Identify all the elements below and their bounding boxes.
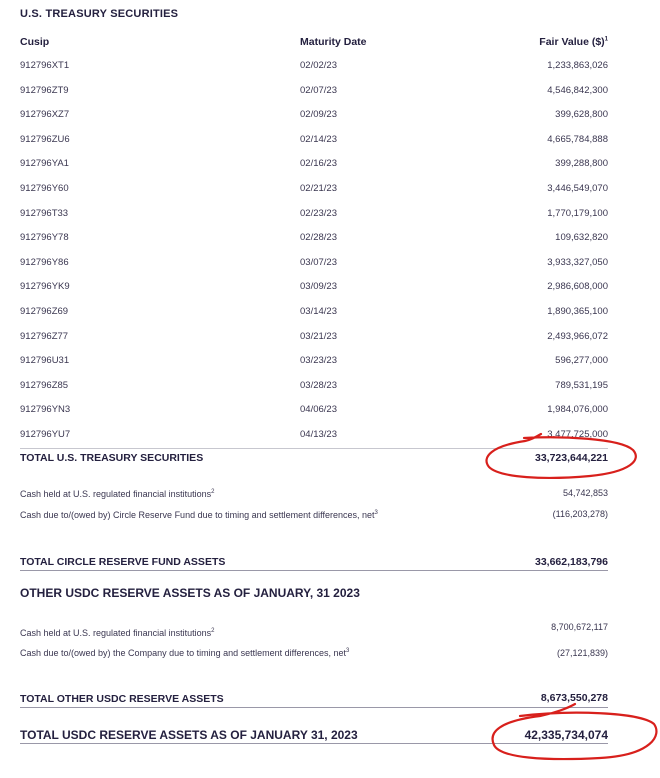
other-item-1-value: 8,700,672,117 <box>551 622 608 632</box>
row-fair-value: 1,890,365,100 <box>547 306 608 317</box>
total-fund-label: TOTAL CIRCLE RESERVE FUND ASSETS <box>20 556 226 568</box>
row-fair-value: 3,477,725,000 <box>547 429 608 440</box>
row-cusip: 912796YN3 <box>20 404 71 415</box>
fund-item-1-value: 54,742,853 <box>562 488 608 498</box>
row-cusip: 912796ZT9 <box>20 85 69 96</box>
fund-item-2 <box>20 510 378 520</box>
other-item-2-value: (27,121,839) <box>556 648 608 658</box>
row-maturity-date: 03/23/23 <box>300 355 337 366</box>
header-fair-value-note: 1 <box>604 36 608 43</box>
total-fund-value: 33,662,183,796 <box>535 556 608 568</box>
row-maturity-date: 03/28/23 <box>300 380 337 391</box>
row-maturity-date: 02/28/23 <box>300 232 337 243</box>
row-cusip: 912796U31 <box>20 355 70 366</box>
row-maturity-date: 02/02/23 <box>300 60 337 71</box>
row-maturity-date: 03/07/23 <box>300 257 337 268</box>
row-cusip: 912796YU7 <box>20 429 71 440</box>
row-cusip: 912796Y78 <box>20 232 69 243</box>
section-title: U.S. TREASURY SECURITIES <box>20 8 179 20</box>
total-treasury-label: TOTAL U.S. TREASURY SECURITIES <box>20 452 204 464</box>
row-maturity-date: 03/09/23 <box>300 281 337 292</box>
row-fair-value: 789,531,195 <box>555 380 608 391</box>
row-fair-value: 109,632,820 <box>555 232 608 243</box>
header-maturity-date: Maturity Date <box>300 36 367 48</box>
row-maturity-date: 04/06/23 <box>300 404 337 415</box>
row-cusip: 912796XT1 <box>20 60 70 71</box>
row-cusip: 912796YK9 <box>20 281 70 292</box>
fund-item-2-label: Cash due to/(owed by) Circle Reserve Fund due to timing and settlement differences, net <box>20 510 375 520</box>
row-fair-value: 1,984,076,000 <box>547 404 608 415</box>
row-cusip: 912796Y86 <box>20 257 69 268</box>
row-fair-value: 2,493,966,072 <box>547 331 608 342</box>
other-section-title: OTHER USDC RESERVE ASSETS AS OF JANUARY, 31 2023 <box>20 586 360 600</box>
header-fair-value <box>539 36 608 48</box>
row-maturity-date: 04/13/23 <box>300 429 337 440</box>
row-maturity-date: 03/14/23 <box>300 306 337 317</box>
row-fair-value: 1,770,179,100 <box>547 208 608 219</box>
row-cusip: 912796Z77 <box>20 331 69 342</box>
header-cusip: Cusip <box>20 36 50 48</box>
row-fair-value: 399,628,800 <box>555 109 608 120</box>
row-maturity-date: 02/14/23 <box>300 134 337 145</box>
fund-item-2-note: 3 <box>374 510 378 516</box>
other-item-2 <box>20 648 349 658</box>
row-fair-value: 399,288,800 <box>555 158 608 169</box>
row-fair-value: 3,933,327,050 <box>547 257 608 268</box>
row-cusip: 912796Z85 <box>20 380 69 391</box>
fund-item-2-value: (116,203,278) <box>552 509 608 519</box>
other-item-1-note: 2 <box>211 628 215 634</box>
row-maturity-date: 02/09/23 <box>300 109 337 120</box>
total-other-rule <box>20 707 608 708</box>
header-fair-value-label: Fair Value ($) <box>539 36 605 48</box>
row-cusip: 912796YA1 <box>20 158 69 169</box>
row-fair-value: 1,233,863,026 <box>547 60 608 71</box>
total-usdc-rule <box>20 743 608 744</box>
other-item-2-note: 3 <box>346 648 350 654</box>
row-maturity-date: 02/21/23 <box>300 183 337 194</box>
row-fair-value: 596,277,000 <box>555 355 608 366</box>
row-fair-value: 2,986,608,000 <box>547 281 608 292</box>
row-cusip: 912796ZU6 <box>20 134 70 145</box>
row-cusip: 912796XZ7 <box>20 109 70 120</box>
row-fair-value: 4,546,842,300 <box>547 85 608 96</box>
row-maturity-date: 02/23/23 <box>300 208 337 219</box>
row-fair-value: 4,665,784,888 <box>547 134 608 145</box>
row-cusip: 912796T33 <box>20 208 69 219</box>
fund-item-1 <box>20 489 214 499</box>
row-maturity-date: 03/21/23 <box>300 331 337 342</box>
total-fund-rule <box>20 570 608 571</box>
row-maturity-date: 02/16/23 <box>300 158 337 169</box>
row-maturity-date: 02/07/23 <box>300 85 337 96</box>
total-other-label: TOTAL OTHER USDC RESERVE ASSETS <box>20 693 224 705</box>
other-item-1 <box>20 628 214 638</box>
fund-item-1-note: 2 <box>211 489 215 495</box>
total-usdc-value: 42,335,734,074 <box>524 728 608 742</box>
total-usdc-label: TOTAL USDC RESERVE ASSETS AS OF JANUARY 31, 2023 <box>20 728 358 742</box>
row-fair-value: 3,446,549,070 <box>547 183 608 194</box>
total-other-value: 8,673,550,278 <box>540 692 608 704</box>
total-treasury-value: 33,723,644,221 <box>535 452 608 464</box>
other-item-2-label: Cash due to/(owed by) the Company due to timing and settlement differences, net <box>20 648 347 658</box>
row-cusip: 912796Y60 <box>20 183 69 194</box>
row-cusip: 912796Z69 <box>20 306 69 317</box>
fund-item-1-label: Cash held at U.S. regulated financial institutions <box>20 489 212 499</box>
treasury-total-rule-top <box>20 448 608 449</box>
other-item-1-label: Cash held at U.S. regulated financial institutions <box>20 628 212 638</box>
